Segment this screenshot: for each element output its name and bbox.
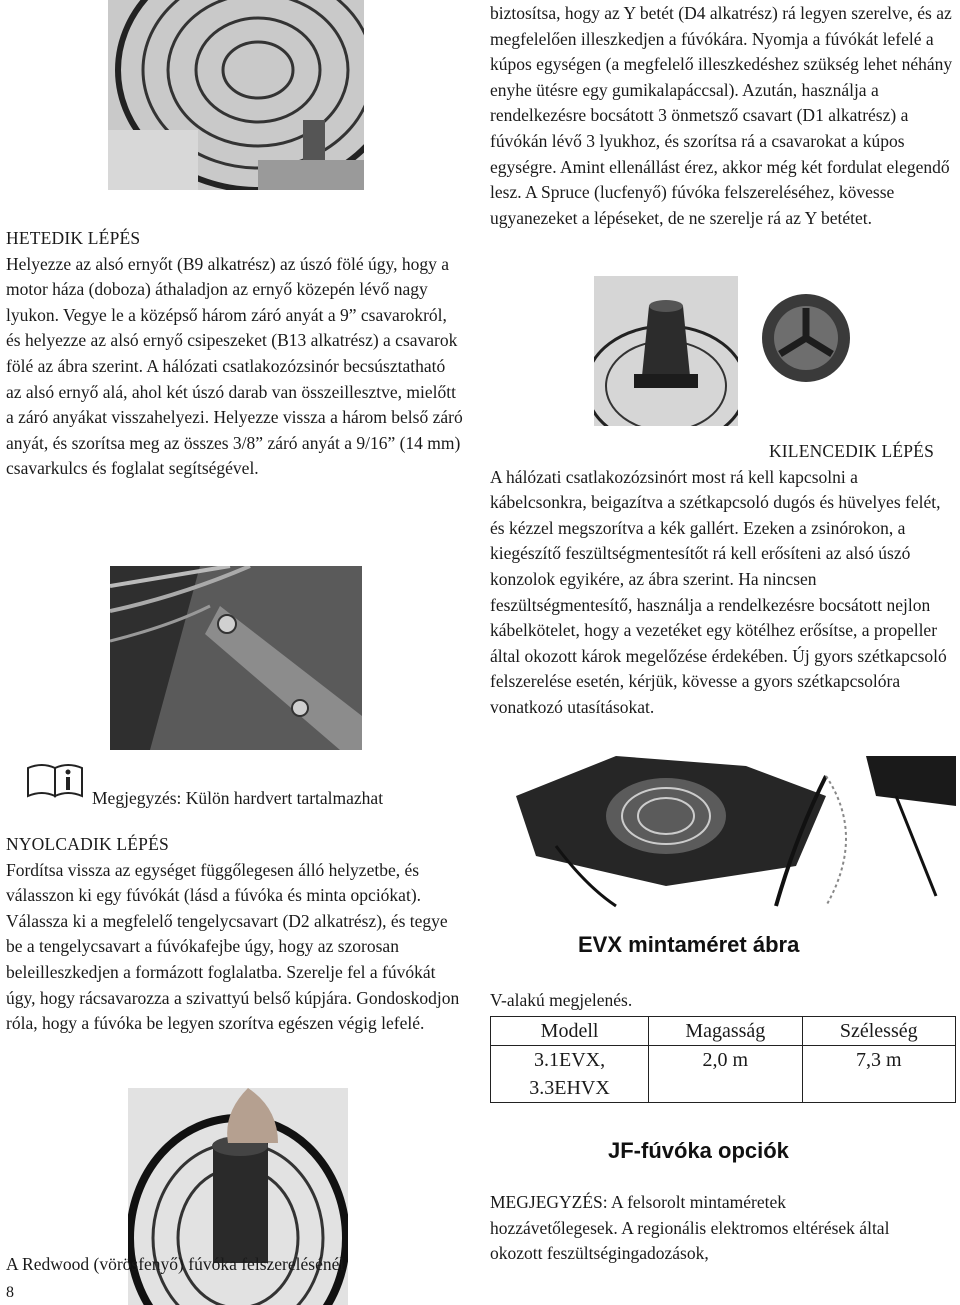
step9-section (490, 439, 956, 721)
right-top-text: biztosítsa, hogy az Y betét (D4 alkatrész) rá legyen szerelve, és az megfelelően illeszkedjen a fúvókára. Nyomja a fúvókát lefelé a kúpos egységen (a megfelelő illeszkedéshez szükség lehet néhány enyhe ütésre egy gumikalapáccsal). Azután, használja a rendelkezésre bocsátott 3 önmetsző csavart (D1 alkatrész) a fúvókán lévő 3 lyukhoz, és szorítsa rá a csavarokat a kúpos egységre. Amint ellenállást érez, akkor még két fordulat elegendő lesz. A Spruce (lucfenyő) fúvóka felszereléséhez, kövesse ugyanezeket a lépéseket, de ne szerelje rá az Y betétet. (490, 3, 953, 228)
shield-clip-photo (110, 566, 362, 750)
evx-title: EVX mintaméret ábra (578, 932, 800, 957)
step9-body: A hálózati csatlakozózsinórt most rá kell kapcsolni a kábelcsonkra, beigazítva a szétkapcsoló dugós és hüvelyes felét, és kézzel megszorítva a kék gallért. Ezeken a zsinórokon, a kiegészítő feszültségmentesítőt rá kell erősíteni az alsó úszó konzolok egyikére, az ábra szerint. Ha nincsen feszültségmentesítő, használja a rendelkezésre bocsátott nejlon kábelkötelet, hogy a vezetéket egy kötélhez erősítse, a propeller által okozott károk megelőzése érdekében. Új gyors szétkapcsoló felszerelése esetén, kérjük, kövesse a gyors szétkapcsolóra vonatkozó utasításokat. (490, 466, 947, 717)
table-header-row (491, 1017, 956, 1046)
y-insert-photo (756, 288, 856, 388)
col-header-width: Szélesség (802, 1017, 955, 1046)
page-number: 8 (6, 1284, 14, 1301)
col-header-height: Magasság (649, 1017, 802, 1046)
evx-subtitle: V-alakú megjelenés. (490, 990, 633, 1010)
note-text: Megjegyzés: Külön hardvert tartalmazhat (92, 788, 384, 808)
step7-body: Helyezze az alsó ernyőt (B9 alkatrész) az úszó fölé úgy, hogy a motor háza (doboza) áthaladjon az ernyő közepén lévő nagy lyukon. Vegye le a középső három záró anyát a 9” csavarokról, és helyezze az alsó ernyő csipeszeket (B13 alkatrész) a csavarok fölé az ábra szerint. A hálózati csatlakozózsinór becsúsztatható az alsó ernyő alá, ahol két úszó darab van összeillesztve, mielőtt a záró anyákat visszahelyezi. Helyezze vissza a három belső záró anyát, és szorítsa meg az összes 3/8” záró anyát a 9/16” (14 mm) csavarkulcs és foglalat segítségével. (6, 253, 463, 479)
evx-pattern-table (490, 1016, 956, 1103)
float-cable-photo (496, 756, 956, 908)
fan-guard-photo (108, 0, 364, 190)
step8-section (6, 832, 464, 1037)
step7-title: HETEDIK LÉPÉS (6, 228, 141, 248)
jf-title: JF-fúvóka opciók (608, 1138, 789, 1163)
step8-title: NYOLCADIK LÉPÉS (6, 834, 169, 854)
step8-body: Fordítsa vissza az egységet függőlegesen álló helyzetbe, és válasszon ki egy fúvókát (lásd a fúvóka és minta opciókat). Válassza ki a megfelelő tengelycsavart (D2 alkatrész), és tegye be a tengelycsavart a fúvókafejbe úgy, hogy az szorosan beleilleszkedjen a formázott foglalatba. Szerelje fel a fúvókát úgy, hogy rácsavarozza a szivattyú belső kúpjára. Gondoskodjon róla, hogy a fúvóka be legyen szorítva egészen végig lefelé. (6, 859, 460, 1034)
col-header-model: Modell (491, 1017, 649, 1046)
table-row (491, 1046, 956, 1103)
step9-title: KILENCEDIK LÉPÉS (768, 441, 934, 461)
info-book-icon (26, 762, 84, 798)
cell-model: 3.1EVX, 3.3EHVX (491, 1046, 649, 1103)
cell-width: 7,3 m (802, 1046, 955, 1103)
cell-height: 2,0 m (649, 1046, 802, 1103)
left-caption: A Redwood (vörösfenyő) fúvóka felszerelésénél (6, 1254, 345, 1274)
cone-nozzle-photo (594, 276, 738, 426)
jf-note: MEGJEGYZÉS: A felsorolt mintaméretek hozzávetőlegesek. A regionális elektromos eltérések által okozott feszültségingadozások, (490, 1192, 890, 1264)
step7-section (6, 226, 464, 482)
